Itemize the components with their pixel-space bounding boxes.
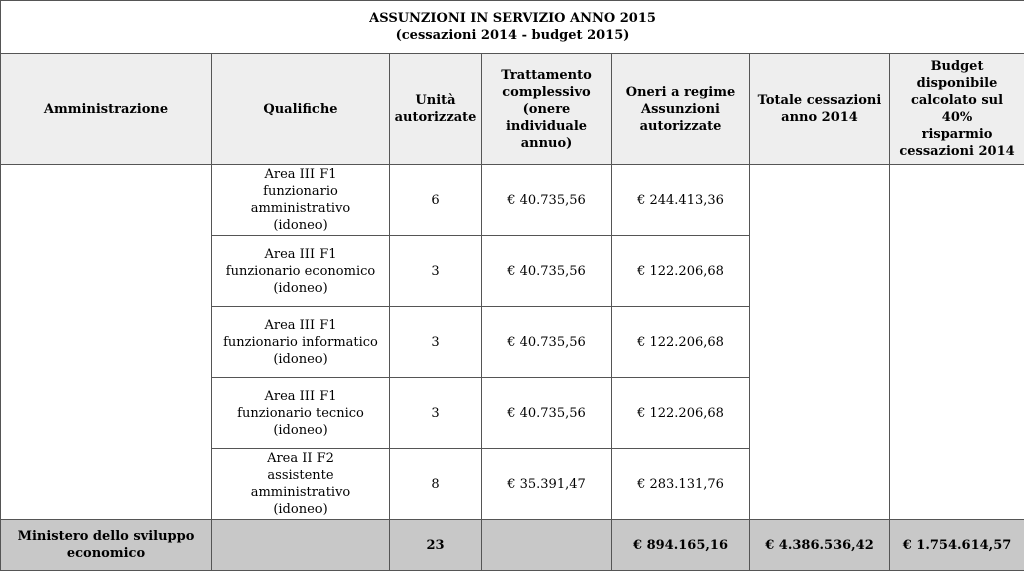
header-line: (onere individuale	[505, 101, 588, 134]
header-line: risparmio	[921, 127, 993, 142]
header-line: Oneri a regime	[625, 84, 736, 100]
trattamento-cell: € 40.735,56	[482, 378, 612, 449]
header-line: autorizzate	[394, 110, 477, 125]
qualifica-line: (idoneo)	[273, 422, 328, 438]
header-line: complessivo	[502, 84, 591, 100]
title-line-1: ASSUNZIONI IN SERVIZIO ANNO 2015	[369, 11, 656, 26]
unita-cell: 3	[390, 236, 482, 307]
header-budget	[890, 54, 1024, 165]
unita-cell: 3	[390, 378, 482, 449]
total-budget-cell: € 1.754.614,57	[890, 520, 1024, 571]
header-line: Unità	[415, 93, 456, 108]
qualifica-line: funzionario economico	[225, 263, 376, 279]
header-line: Qualifiche	[263, 101, 338, 117]
qualifica-line: (idoneo)	[273, 280, 328, 296]
header-line: Trattamento	[501, 67, 592, 83]
qualifica-cell	[212, 378, 390, 449]
total-amministrazione-line: Ministero dello sviluppo	[17, 529, 195, 544]
trattamento-cell: € 35.391,47	[482, 449, 612, 520]
total-qualifiche-cell-empty	[212, 520, 390, 571]
oneri-cell: € 122.206,68	[612, 236, 750, 307]
header-line: Budget disponibile	[916, 59, 998, 91]
qualifica-line: funzionario amministrativo	[250, 184, 351, 216]
header-line: anno 2014	[781, 110, 858, 125]
qualifica-line: (idoneo)	[273, 502, 328, 517]
qualifica-line: Area III F1	[264, 317, 337, 333]
header-line: calcolato sul 40%	[910, 93, 1004, 125]
qualifica-cell	[212, 165, 390, 236]
qualifica-line: Area III F1	[264, 167, 337, 182]
qualifica-cell	[212, 449, 390, 520]
total-amministrazione-cell	[1, 520, 212, 571]
table-row	[1, 165, 1024, 236]
qualifica-line: assistente amministrativo	[250, 468, 351, 500]
unita-cell: 8	[390, 449, 482, 520]
qualifica-line: Area II F2	[267, 451, 334, 466]
unita-cell: 3	[390, 307, 482, 378]
header-qualifiche	[212, 54, 390, 165]
oneri-cell: € 122.206,68	[612, 307, 750, 378]
unita-cell: 6	[390, 165, 482, 236]
total-row	[1, 520, 1024, 571]
total-unita-cell: 23	[390, 520, 482, 571]
qualifica-line: funzionario informatico	[223, 334, 378, 350]
trattamento-cell: € 40.735,56	[482, 307, 612, 378]
header-oneri	[612, 54, 750, 165]
header-totale-cessazioni	[750, 54, 890, 165]
header-trattamento	[482, 54, 612, 165]
header-line: Totale cessazioni	[757, 93, 882, 108]
oneri-cell: € 122.206,68	[612, 378, 750, 449]
qualifica-line: Area III F1	[264, 246, 337, 262]
qualifica-cell	[212, 236, 390, 307]
qualifica-line: (idoneo)	[273, 351, 328, 367]
trattamento-cell: € 40.735,56	[482, 165, 612, 236]
total-oneri-cell: € 894.165,16	[612, 520, 750, 571]
header-line: Amministrazione	[43, 101, 169, 117]
header-amministrazione	[1, 54, 212, 165]
header-line: annuo)	[520, 135, 573, 151]
header-row	[1, 54, 1024, 165]
total-cessazioni-cell: € 4.386.536,42	[750, 520, 890, 571]
qualifica-cell	[212, 307, 390, 378]
trattamento-cell: € 40.735,56	[482, 236, 612, 307]
table-title	[1, 1, 1024, 54]
budget-cell-empty	[890, 165, 1024, 520]
oneri-cell: € 283.131,76	[612, 449, 750, 520]
header-line: Assunzioni	[640, 101, 720, 117]
qualifica-line: (idoneo)	[273, 218, 328, 233]
qualifica-line: funzionario tecnico	[237, 405, 364, 421]
header-line: autorizzate	[639, 118, 722, 134]
title-line-2: (cessazioni 2014 - budget 2015)	[395, 28, 630, 43]
total-amministrazione-line: economico	[66, 546, 146, 561]
oneri-cell: € 244.413,36	[612, 165, 750, 236]
header-unita	[390, 54, 482, 165]
qualifica-line: Area III F1	[264, 388, 337, 404]
header-line: cessazioni 2014	[899, 144, 1015, 159]
amministrazione-cell-empty	[1, 165, 212, 520]
total-trattamento-cell-empty	[482, 520, 612, 571]
totale-cessazioni-cell-empty	[750, 165, 890, 520]
